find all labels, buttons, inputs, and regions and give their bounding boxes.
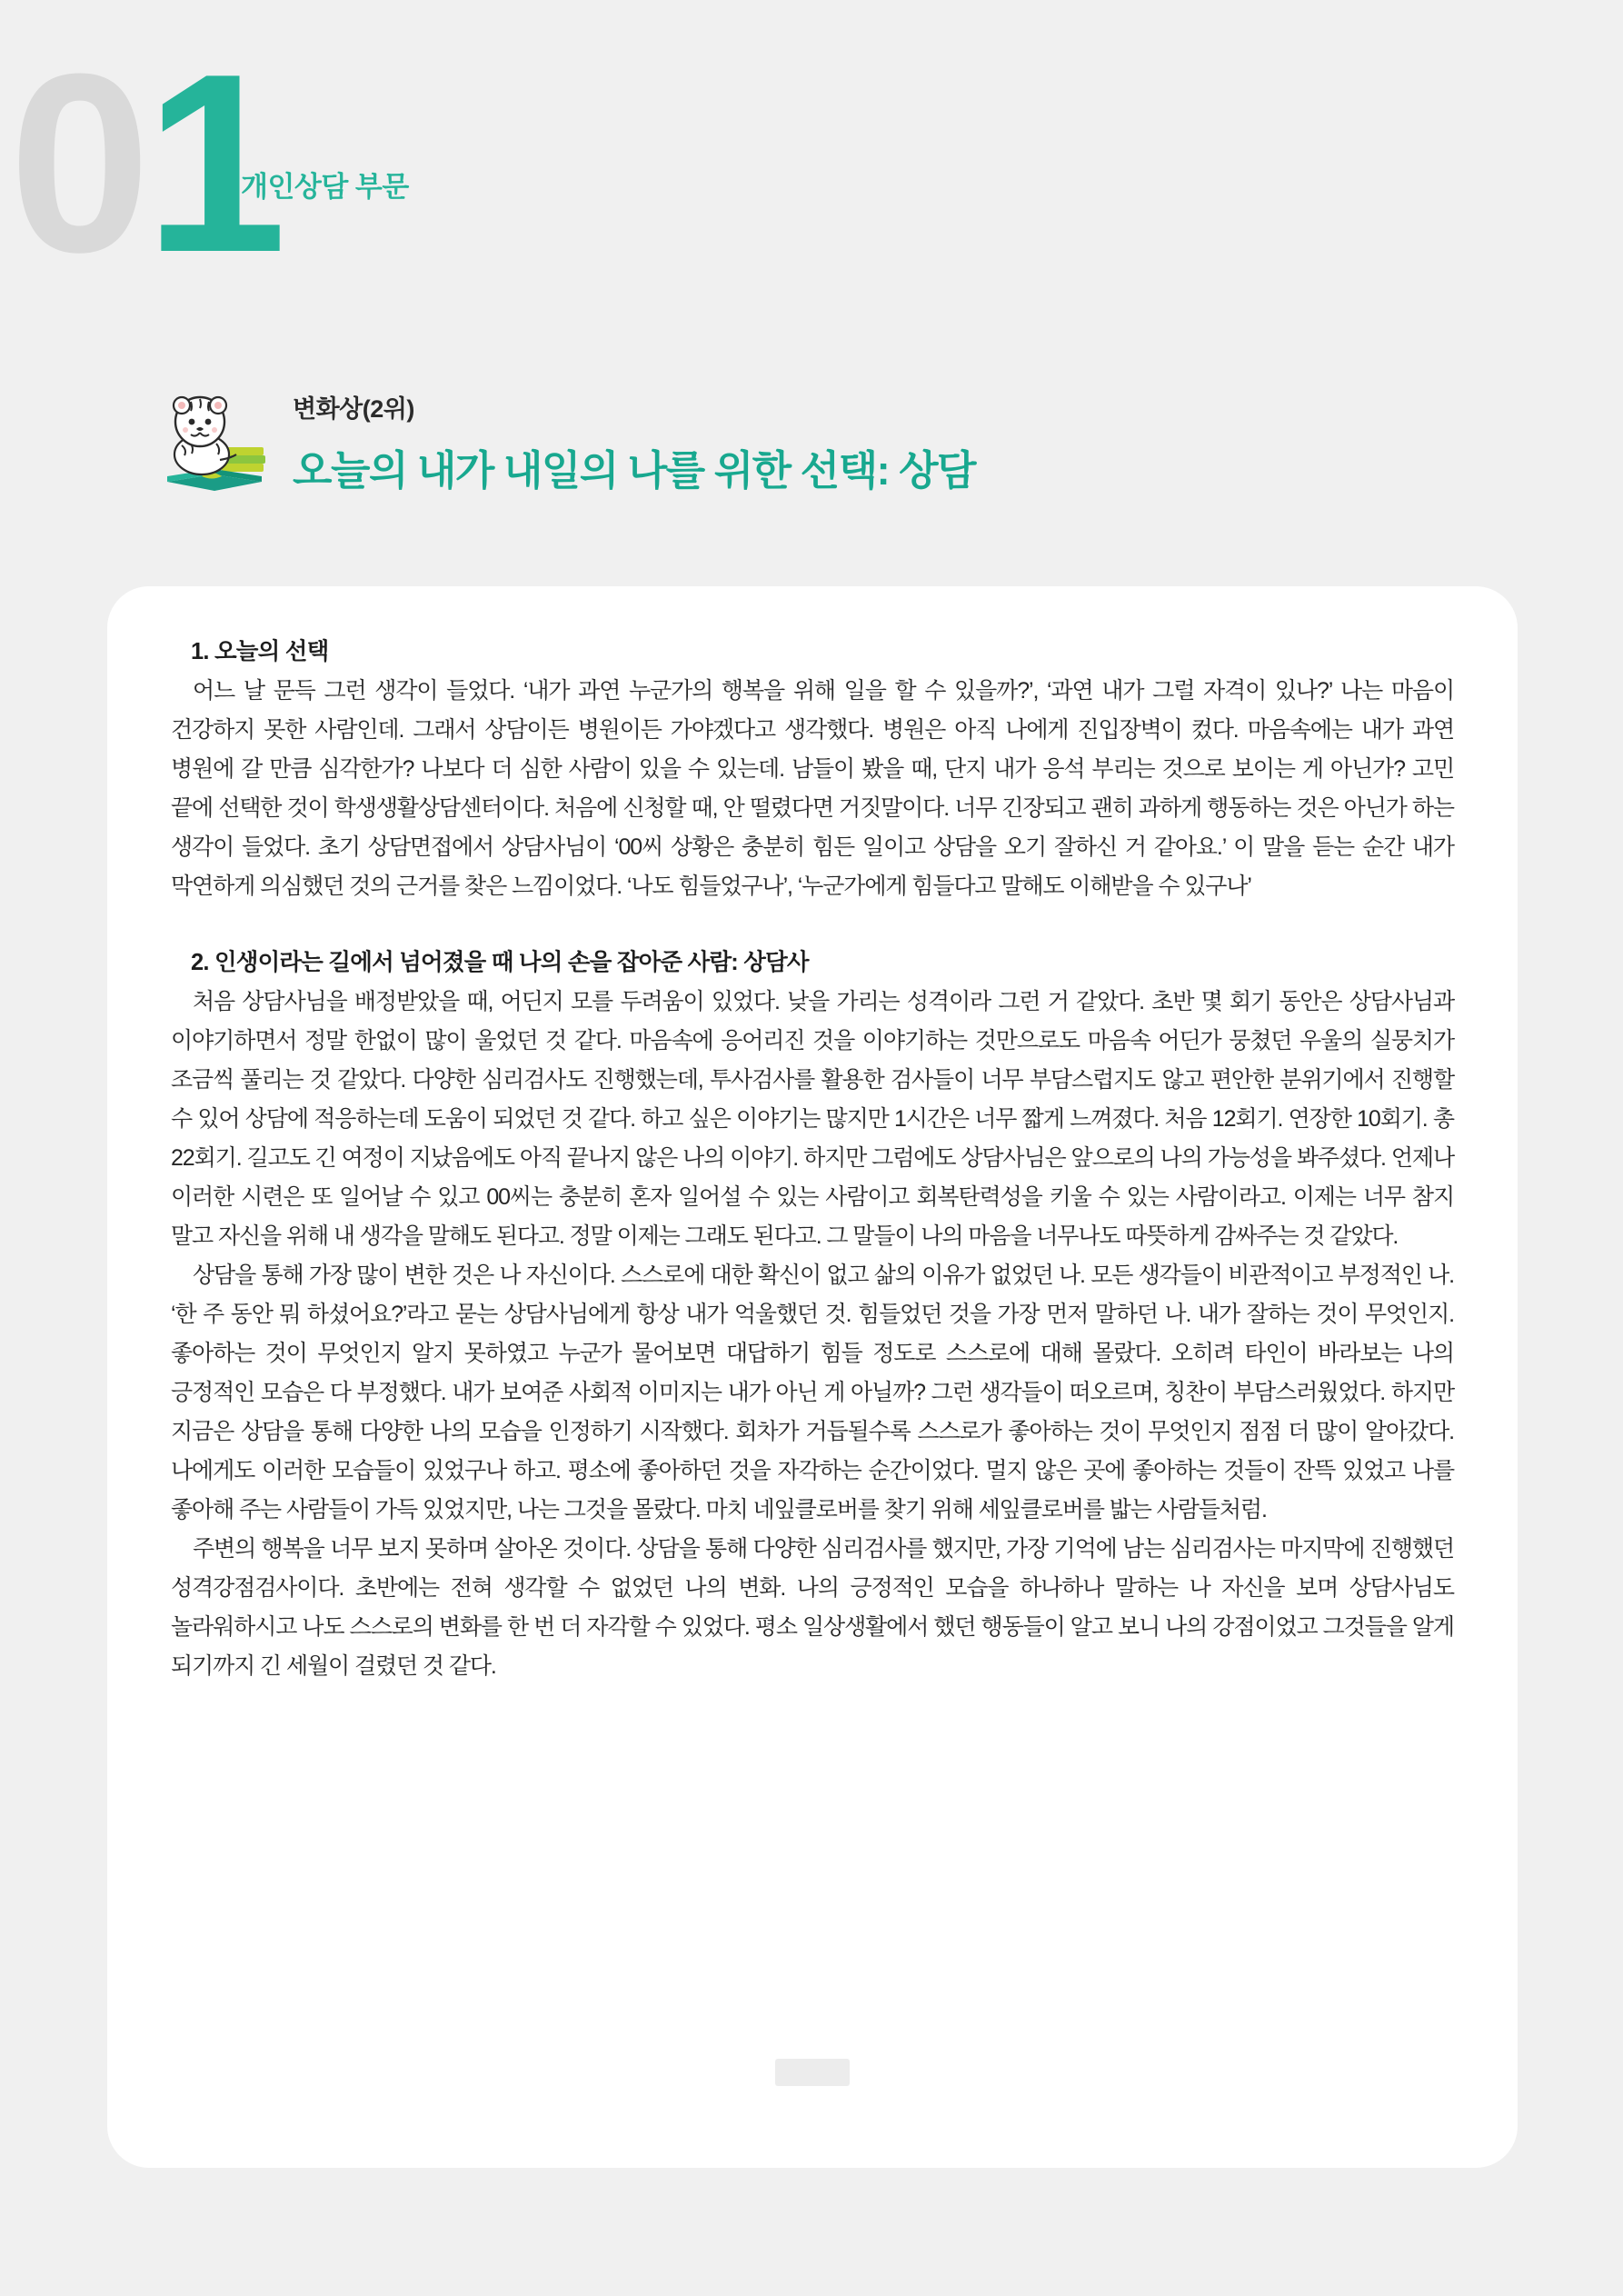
section-number-highlight: 1 <box>144 22 282 305</box>
award-header <box>154 382 1499 505</box>
award-rank: 변화상(2위) <box>293 395 414 423</box>
article-paragraph: 처음 상담사님을 배정받았을 때, 어딘지 모를 두려움이 있었다. 낮을 가리는 성격이라 그런 거 같았다. 초반 몇 회기 동안은 상담사님과 이야기하면서 정말 한없이 많이 울었던 것 같다. 마음속에 응어리진 것을 이야기하는 것만으로도 마음속 어딘가 뭉쳤던 우울의 실뭉치가 조금씩 풀리는 것 같았다. 다양한 심리검사도 진행했는데, 투사검사를 활용한 검사들이 너무 부담스럽지도 않고 편안한 분위기에서 진행할 수 있어 상담에 적응하는데 도움이 되었던 것 같다. 하고 싶은 이야기는 많지만 1시간은 너무 짧게 느껴졌다. 처음 12회기. 연장한 10회기. 총 22회기. 길고도 긴 여정이 지났음에도 아직 끝나지 않은 나의 이야기. 하지만 그럼에도 상담사님은 앞으로의 나의 가능성을 봐주셨다. 언제나 이러한 시련은 또 일어날 수 있고 00씨는 충분히 혼자 일어설 수 있는 사람이고 회복탄력성을 키울 수 있는 사람이라고. 이제는 너무 참지 말고 자신을 위해 내 생각을 말해도 된다고. 정말 이제는 그래도 된다고. 그 말들이 나의 마음을 너무나도 따뜻하게 감싸주는 것 같았다. <box>171 989 1454 1249</box>
article-paragraph: 어느 날 문득 그런 생각이 들었다. ‘내가 과연 누군가의 행복을 위해 일을 할 수 있을까?’, ‘과연 내가 그럴 자격이 있나?’ 나는 마음이 건강하지 못한 사람인데. 그래서 상담이든 병원이든 가야겠다고 생각했다. 병원은 아직 나에게 진입장벽이 컸다. 마음속에는 내가 과연 병원에 갈 만큼 심각한가? 나보다 더 심한 사람이 있을 수 있는데. 남들이 봤을 때, 단지 내가 응석 부리는 것으로 보이는 게 아닌가? 고민 끝에 선택한 것이 학생생활상담센터이다. 처음에 신청할 때, 안 떨렸다면 거짓말이다. 너무 긴장되고 괜히 과하게 행동하는 것은 아닌가 하는 생각이 들었다. 초기 상담면접에서 상담사님이 ‘00씨 상황은 충분히 힘든 일이고 상담을 오기 잘하신 거 같아요.’ 이 말을 듣는 순간 내가 막연하게 의심했던 것의 근거를 찾은 느낌이었다. ‘나도 힘들었구나’, ‘누군가에게 힘들다고 말해도 이해받을 수 있구나’ <box>171 678 1454 899</box>
article-paragraph: 주변의 행복을 너무 보지 못하며 살아온 것이다. 상담을 통해 다양한 심리검사를 했지만, 가장 기억에 남는 심리검사는 마지막에 진행했던 성격강점검사이다. 초반에는 전혀 생각할 수 없었던 나의 변화. 나의 긍정적인 모습을 하나하나 말하는 나 자신을 보며 상담사님도 놀라워하시고 나도 스스로의 변화를 한 번 더 자각할 수 있었다. 평소 일상생활에서 했던 행동들이 알고 보니 나의 강점이었고 그것들을 알게 되기까지 긴 세월이 걸렸던 것 같다. <box>171 1536 1454 1679</box>
article-heading-1: 1. 오늘의 선택 <box>191 639 329 664</box>
article-heading-2: 2. 인생이라는 길에서 넘어졌을 때 나의 손을 잡아준 사람: 상담사 <box>191 950 809 975</box>
article-card <box>107 586 1518 2168</box>
award-title: 오늘의 내가 내일의 나를 위한 선택: 상담 <box>293 447 976 494</box>
tiger-with-books-icon <box>154 387 273 505</box>
page-marker <box>775 2059 850 2086</box>
article-paragraph: 상담을 통해 가장 많이 변한 것은 나 자신이다. 스스로에 대한 확신이 없고 삶의 이유가 없었던 나. 모든 생각들이 비관적이고 부정적인 나. ‘한 주 동안 뭐 하셨어요?’라고 묻는 상담사님에게 항상 내가 억울했던 것. 힘들었던 것을 가장 먼저 말하던 나. 내가 잘하는 것이 무엇인지. 좋아하는 것이 무엇인지 알지 못하였고 누군가 물어보면 대답하기 힘들 정도로 스스로에 대해 몰랐다. 오히려 타인이 바라보는 나의 긍정적인 모습은 다 부정했다. 내가 보여준 사회적 이미지는 내가 아닌 게 아닐까? 그런 생각들이 떠오르며, 칭찬이 부담스러웠었다. 하지만 지금은 상담을 통해 다양한 나의 모습을 인정하기 시작했다. 회차가 거듭될수록 스스로가 좋아하는 것이 무엇인지 점점 더 많이 알아갔다. 나에게도 이러한 모습들이 있었구나 하고. 평소에 좋아하던 것을 자각하는 순간이었다. 멀지 않은 곳에 좋아하는 것들이 잔뜩 있었고 나를 좋아해 주는 사람들이 가득 있었지만, 나는 그것을 몰랐다. 마치 네잎클로버를 찾기 위해 세잎클로버를 밟는 사람들처럼. <box>171 1263 1454 1522</box>
section-number-prefix: 0 <box>9 22 145 305</box>
section-label: 개인상담 부문 <box>241 171 409 203</box>
section-header <box>0 22 1623 327</box>
